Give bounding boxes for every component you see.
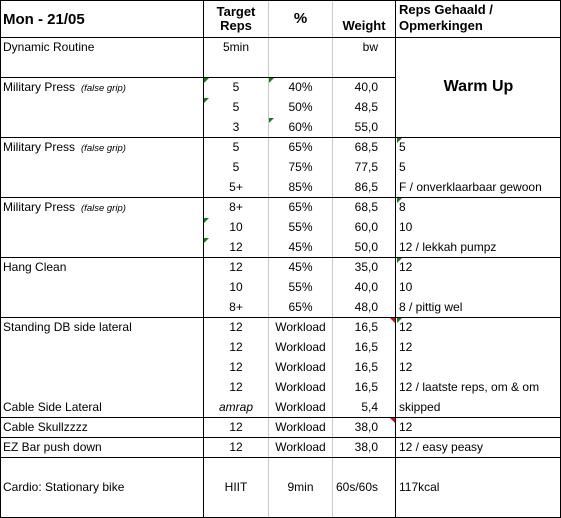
weight-cell[interactable] <box>333 437 394 457</box>
exercise-cell[interactable] <box>3 297 203 317</box>
exercise-cell[interactable] <box>3 177 203 197</box>
comment-indicator-icon[interactable] <box>269 118 274 123</box>
weight-cell[interactable] <box>333 77 394 97</box>
table-row <box>1 237 560 257</box>
target-reps-cell-value: 5min <box>222 40 249 54</box>
weight-cell[interactable] <box>333 317 394 337</box>
weight-cell-value: 68,5 <box>354 140 378 154</box>
weight-cell-value: 55,0 <box>354 120 378 134</box>
weight-cell[interactable] <box>333 297 394 317</box>
notes-cell[interactable] <box>397 477 560 497</box>
target-reps-cell-value: HIIT <box>224 480 248 494</box>
target-reps-cell[interactable] <box>204 317 268 337</box>
table-row <box>1 417 560 437</box>
notes-cell-value: 12 <box>399 260 413 274</box>
header-separator <box>1 37 560 38</box>
target-reps-cell[interactable] <box>204 357 268 377</box>
weight-cell[interactable] <box>333 377 394 397</box>
comment-indicator-icon[interactable] <box>390 318 395 323</box>
table-row <box>1 437 560 457</box>
notes-cell-value: 12 <box>399 420 413 434</box>
weight-cell[interactable] <box>333 237 394 257</box>
grip-note: (false grip) <box>81 83 126 94</box>
weight-cell[interactable] <box>333 57 394 77</box>
weight-cell-value: 60s/60s <box>335 480 378 494</box>
group-separator <box>1 437 560 438</box>
exercise-cell[interactable] <box>3 477 203 497</box>
target-reps-cell[interactable] <box>204 217 268 237</box>
target-reps-cell-value: 12 <box>229 260 243 274</box>
weight-cell[interactable] <box>333 177 394 197</box>
target-reps-cell-value: 12 <box>229 380 243 394</box>
percent-cell[interactable] <box>269 157 332 177</box>
group-separator <box>1 257 560 258</box>
group-separator <box>1 317 560 318</box>
exercise-cell[interactable] <box>3 77 203 97</box>
target-reps-cell[interactable] <box>204 37 268 57</box>
percent-cell-value: Workload <box>275 440 326 454</box>
notes-cell[interactable] <box>397 217 560 237</box>
notes-cell-value: 12 / laatste reps, om & om <box>399 380 540 394</box>
table-row <box>1 397 560 417</box>
notes-cell-value: 8 <box>399 200 406 214</box>
target-reps-cell-value: 12 <box>229 440 243 454</box>
percent-cell-value: 60% <box>288 120 313 134</box>
weight-cell[interactable] <box>333 417 394 437</box>
percent-cell-value: 55% <box>288 220 313 234</box>
weight-cell-value: 40,0 <box>354 80 378 94</box>
exercise-cell-value: Military Press <box>3 200 76 214</box>
target-reps-cell-value: 5 <box>232 80 240 94</box>
percent-cell[interactable] <box>269 197 332 217</box>
weight-cell-value: 40,0 <box>354 280 378 294</box>
percent-cell-value: 65% <box>288 300 313 314</box>
sheet-title: Mon - 21/05 <box>3 10 85 28</box>
exercise-cell-value: Military Press <box>3 80 76 94</box>
comment-indicator-icon[interactable] <box>269 78 274 83</box>
weight-cell-value: 77,5 <box>354 160 378 174</box>
weight-cell-value: 48,5 <box>354 100 378 114</box>
percent-cell[interactable] <box>269 137 332 157</box>
percent-cell-value: 55% <box>288 280 313 294</box>
exercise-cell[interactable] <box>3 37 203 57</box>
weight-cell[interactable] <box>333 397 394 417</box>
exercise-cell[interactable] <box>3 197 203 217</box>
group-separator <box>1 197 560 198</box>
notes-cell[interactable] <box>397 177 560 197</box>
percent-cell[interactable] <box>269 317 332 337</box>
notes-cell[interactable] <box>397 417 560 437</box>
table-row <box>1 337 560 357</box>
table-row <box>1 117 560 137</box>
weight-cell-value: 35,0 <box>354 260 378 274</box>
percent-cell[interactable] <box>269 397 332 417</box>
target-reps-cell[interactable] <box>204 117 268 137</box>
notes-cell[interactable] <box>397 317 560 337</box>
percent-cell-value: Workload <box>275 360 326 374</box>
exercise-cell-value: Cable Side Lateral <box>3 400 102 414</box>
target-reps-cell-value: 8+ <box>229 200 243 214</box>
target-reps-cell[interactable] <box>204 197 268 217</box>
table-row <box>1 297 560 317</box>
target-reps-cell[interactable] <box>204 97 268 117</box>
notes-cell-value: skipped <box>399 400 441 414</box>
comment-indicator-icon[interactable] <box>390 418 395 423</box>
percent-cell-value: 45% <box>288 260 313 274</box>
target-reps-cell-value: amrap <box>218 400 253 414</box>
percent-cell-value: Workload <box>275 420 326 434</box>
table-row <box>1 317 560 337</box>
weight-cell[interactable] <box>333 457 394 477</box>
table-row <box>1 57 560 77</box>
percent-cell-value: Workload <box>275 320 326 334</box>
percent-cell[interactable] <box>269 337 332 357</box>
percent-cell[interactable] <box>269 437 332 457</box>
exercise-cell[interactable] <box>3 157 203 177</box>
notes-cell-value: 8 / pittig wel <box>399 300 463 314</box>
grip-note: (false grip) <box>81 143 126 154</box>
weight-cell[interactable] <box>333 157 394 177</box>
exercise-cell-value: Dynamic Routine <box>3 40 95 54</box>
percent-cell-value: 50% <box>288 100 313 114</box>
notes-cell-value: 12 / easy peasy <box>399 440 484 454</box>
notes-cell-value: 10 <box>399 220 413 234</box>
header-target-reps <box>204 1 268 37</box>
target-reps-cell[interactable] <box>204 237 268 257</box>
percent-cell[interactable] <box>269 177 332 197</box>
target-reps-cell[interactable] <box>204 397 268 417</box>
percent-cell[interactable] <box>269 217 332 237</box>
target-reps-cell[interactable] <box>204 257 268 277</box>
exercise-cell[interactable] <box>3 97 203 117</box>
target-reps-cell[interactable] <box>204 137 268 157</box>
table-row <box>1 197 560 217</box>
comment-indicator-icon[interactable] <box>397 138 402 143</box>
group-separator <box>1 137 560 138</box>
comment-indicator-icon[interactable] <box>204 238 209 243</box>
target-reps-cell[interactable] <box>204 77 268 97</box>
percent-cell[interactable] <box>269 117 332 137</box>
percent-cell[interactable] <box>269 237 332 257</box>
target-reps-cell[interactable] <box>204 277 268 297</box>
header-percent: % <box>293 10 308 27</box>
percent-cell[interactable] <box>269 257 332 277</box>
exercise-cell[interactable] <box>3 437 203 457</box>
notes-cell[interactable] <box>397 117 560 137</box>
header-weight: Weight <box>342 18 386 33</box>
target-reps-cell[interactable] <box>204 377 268 397</box>
table-row <box>1 457 560 477</box>
group-separator <box>1 77 395 78</box>
percent-cell[interactable] <box>269 377 332 397</box>
exercise-cell[interactable] <box>3 217 203 237</box>
percent-cell[interactable] <box>269 477 332 497</box>
exercise-cell[interactable] <box>3 417 203 437</box>
exercise-cell-value: Standing DB side lateral <box>3 320 132 334</box>
percent-cell[interactable] <box>269 97 332 117</box>
notes-cell[interactable] <box>397 137 560 157</box>
notes-cell[interactable] <box>397 197 560 217</box>
table-row <box>1 177 560 197</box>
exercise-cell[interactable] <box>3 397 203 417</box>
notes-cell[interactable] <box>397 437 560 457</box>
exercise-cell[interactable] <box>3 117 203 137</box>
comment-indicator-icon[interactable] <box>204 218 209 223</box>
weight-cell-value: 68,5 <box>354 200 378 214</box>
notes-cell[interactable] <box>397 357 560 377</box>
weight-cell[interactable] <box>333 337 394 357</box>
exercise-cell[interactable] <box>3 137 203 157</box>
table-row <box>1 277 560 297</box>
weight-cell-value: 5,4 <box>361 400 378 414</box>
weight-cell-value: 38,0 <box>354 420 378 434</box>
notes-cell[interactable] <box>397 297 560 317</box>
table-row <box>1 357 560 377</box>
notes-cell[interactable] <box>397 257 560 277</box>
percent-cell[interactable] <box>269 457 332 477</box>
notes-cell[interactable] <box>397 277 560 297</box>
percent-cell-value: 75% <box>288 160 313 174</box>
exercise-cell[interactable] <box>3 317 203 337</box>
notes-cell-value: 5 <box>399 160 406 174</box>
target-reps-cell-value: 10 <box>229 220 243 234</box>
notes-cell-value: 5 <box>399 140 406 154</box>
notes-cell-value: 117kcal <box>399 480 440 494</box>
notes-cell[interactable] <box>397 237 560 257</box>
weight-cell-value: 38,0 <box>354 440 378 454</box>
target-reps-cell-value: 5 <box>232 100 240 114</box>
notes-cell[interactable] <box>397 37 560 57</box>
exercise-cell[interactable] <box>3 57 203 77</box>
exercise-cell-value: Hang Clean <box>3 260 67 274</box>
weight-cell-value: bw <box>362 40 378 54</box>
percent-cell-value: 45% <box>288 240 313 254</box>
target-reps-cell-value: 8+ <box>229 300 243 314</box>
comment-indicator-icon[interactable] <box>397 198 402 203</box>
exercise-cell[interactable] <box>3 257 203 277</box>
target-reps-cell[interactable] <box>204 57 268 77</box>
exercise-cell-value: Cable Skullzzzz <box>3 420 88 434</box>
target-reps-cell[interactable] <box>204 477 268 497</box>
percent-cell-value: 65% <box>288 140 313 154</box>
percent-cell-value: 9min <box>287 480 314 494</box>
notes-cell-value: 12 <box>399 360 413 374</box>
weight-cell-value: 16,5 <box>354 360 378 374</box>
table-row <box>1 377 560 397</box>
target-reps-cell-value: 5+ <box>229 180 243 194</box>
weight-cell-value: 60,0 <box>354 220 378 234</box>
exercise-cell[interactable] <box>3 337 203 357</box>
weight-cell[interactable] <box>333 197 394 217</box>
percent-cell[interactable] <box>269 37 332 57</box>
weight-cell-value: 16,5 <box>354 340 378 354</box>
exercise-cell[interactable] <box>3 237 203 257</box>
percent-cell[interactable] <box>269 77 332 97</box>
weight-cell-value: 16,5 <box>354 320 378 334</box>
notes-cell[interactable] <box>397 377 560 397</box>
percent-cell[interactable] <box>269 57 332 77</box>
weight-cell[interactable] <box>333 257 394 277</box>
exercise-cell[interactable] <box>3 377 203 397</box>
notes-cell-value: 12 <box>399 320 413 334</box>
table-row <box>1 37 560 57</box>
target-reps-cell-value: 10 <box>229 280 243 294</box>
target-reps-cell-value: 12 <box>229 340 243 354</box>
weight-cell[interactable] <box>333 117 394 137</box>
weight-cell[interactable] <box>333 37 394 57</box>
comment-indicator-icon[interactable] <box>397 258 402 263</box>
comment-indicator-icon[interactable] <box>204 98 209 103</box>
notes-cell[interactable] <box>397 397 560 417</box>
notes-cell-value: 10 <box>399 280 413 294</box>
table-row <box>1 137 560 157</box>
weight-cell-value: 16,5 <box>354 380 378 394</box>
table-row <box>1 97 560 117</box>
percent-cell[interactable] <box>269 297 332 317</box>
percent-cell-value: Workload <box>275 340 326 354</box>
notes-cell[interactable] <box>397 57 560 77</box>
table-row <box>1 477 560 497</box>
percent-cell-value: 40% <box>288 80 313 94</box>
percent-cell[interactable] <box>269 417 332 437</box>
percent-cell-value: Workload <box>275 400 326 414</box>
warm-up-label: Warm Up <box>443 78 514 95</box>
notes-cell[interactable] <box>397 97 560 117</box>
target-reps-cell[interactable] <box>204 337 268 357</box>
exercise-cell[interactable] <box>3 357 203 377</box>
notes-cell[interactable] <box>397 457 560 477</box>
weight-cell[interactable] <box>333 137 394 157</box>
target-reps-cell-value: 5 <box>232 140 240 154</box>
target-reps-cell[interactable] <box>204 437 268 457</box>
notes-cell-value: 12 / lekkah pumpz <box>399 240 497 254</box>
weight-cell-value: 50,0 <box>354 240 378 254</box>
exercise-cell[interactable] <box>3 277 203 297</box>
target-reps-cell-value: 5 <box>232 160 240 174</box>
weight-cell-value: 86,5 <box>354 180 378 194</box>
target-reps-cell-value: 12 <box>229 420 243 434</box>
percent-cell[interactable] <box>269 357 332 377</box>
percent-cell-value: 85% <box>288 180 313 194</box>
weight-cell[interactable] <box>333 357 394 377</box>
target-reps-cell[interactable] <box>204 417 268 437</box>
exercise-cell-value: Military Press <box>3 140 76 154</box>
percent-cell[interactable] <box>269 277 332 297</box>
notes-cell[interactable] <box>397 337 560 357</box>
notes-cell-value: F / onverklaarbaar gewoon <box>399 180 542 194</box>
target-reps-cell-value: 12 <box>229 240 243 254</box>
target-reps-cell[interactable] <box>204 177 268 197</box>
table-row <box>1 157 560 177</box>
target-reps-cell[interactable] <box>204 297 268 317</box>
target-reps-cell-value: 12 <box>229 360 243 374</box>
header-target-reps-label: Target Reps <box>216 4 256 33</box>
notes-cell-value: 12 <box>399 340 413 354</box>
notes-cell[interactable] <box>397 157 560 177</box>
group-separator <box>1 417 560 418</box>
exercise-cell-value: Cardio: Stationary bike <box>3 480 125 494</box>
target-reps-cell-value: 12 <box>229 320 243 334</box>
weight-cell[interactable] <box>333 477 394 497</box>
comment-indicator-icon[interactable] <box>397 318 402 323</box>
weight-cell[interactable] <box>333 97 394 117</box>
weight-cell-value: 48,0 <box>354 300 378 314</box>
table-row <box>1 217 560 237</box>
target-reps-cell-value: 3 <box>232 120 240 134</box>
weight-cell[interactable] <box>333 217 394 237</box>
percent-cell-value: 65% <box>288 200 313 214</box>
exercise-cell-value: EZ Bar push down <box>3 440 102 454</box>
target-reps-cell[interactable] <box>204 157 268 177</box>
weight-cell[interactable] <box>333 277 394 297</box>
table-row <box>1 257 560 277</box>
comment-indicator-icon[interactable] <box>204 78 209 83</box>
target-reps-cell[interactable] <box>204 457 268 477</box>
grip-note: (false grip) <box>81 203 126 214</box>
percent-cell-value: Workload <box>275 380 326 394</box>
exercise-cell[interactable] <box>3 457 203 477</box>
header-notes: Reps Gehaald / Opmerkingen <box>399 2 493 33</box>
group-separator <box>1 457 560 458</box>
